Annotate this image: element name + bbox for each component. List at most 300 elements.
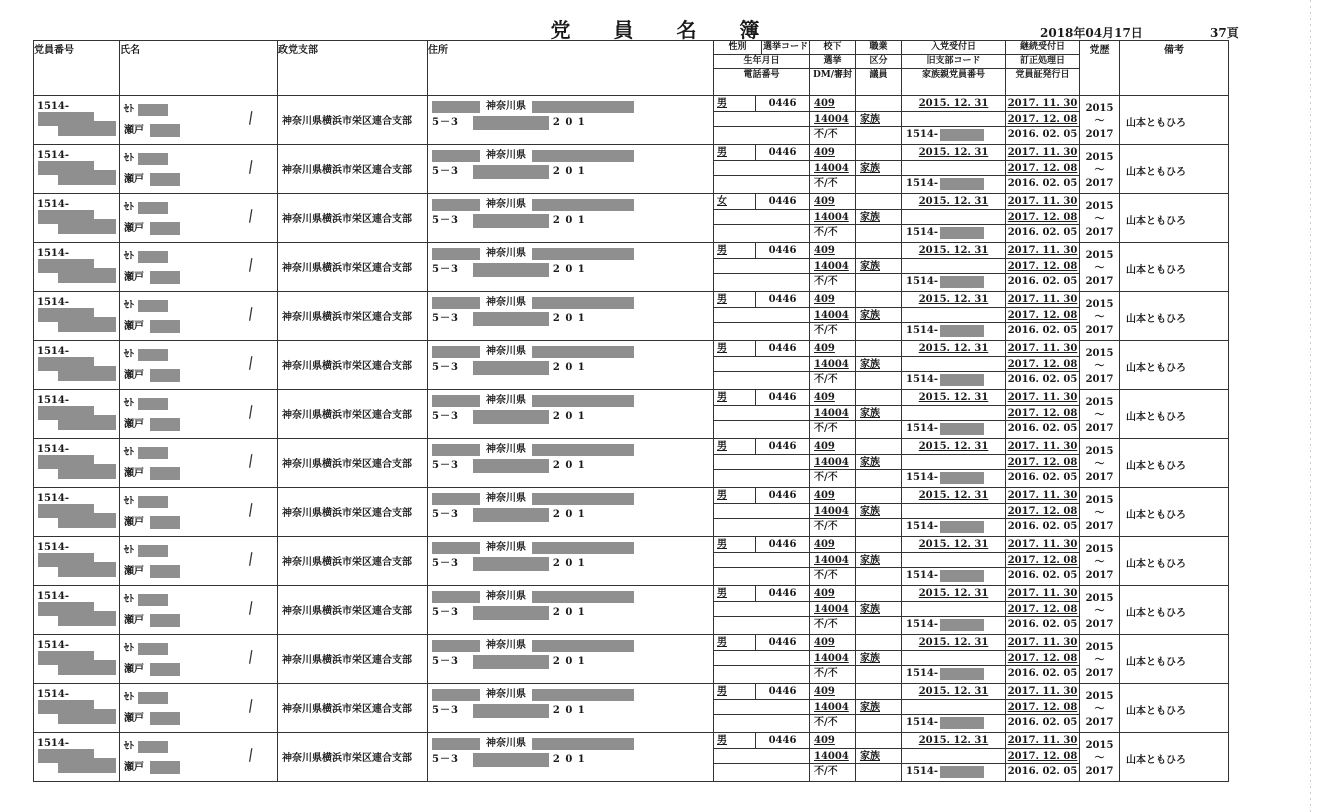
councilor-value <box>856 176 901 192</box>
cell-remarks <box>1120 439 1229 488</box>
sex-value: 男 <box>714 243 756 258</box>
name-kana: ｾﾄ <box>124 447 134 458</box>
check-mark-icon: / <box>246 205 255 226</box>
redaction-block <box>138 153 168 165</box>
election-code: 0446 <box>768 98 797 109</box>
redaction-block <box>432 640 480 652</box>
cell-name <box>120 341 278 390</box>
continue-date: 2017. 11. 30 <box>1006 243 1079 259</box>
check-mark-icon: / <box>246 695 255 716</box>
history-end: 2017 <box>1085 325 1114 336</box>
history-tilde: ～ <box>1094 410 1105 421</box>
continue-date: 2017. 11. 30 <box>1006 488 1079 504</box>
election-code: 0446 <box>768 245 797 256</box>
address-street: 5－3 <box>432 166 459 177</box>
address-prefecture: 神奈川県 <box>486 101 526 112</box>
cell-group-2 <box>810 733 856 782</box>
redaction-block <box>58 709 116 724</box>
member-no-prefix: 1514- <box>37 150 69 161</box>
table-row <box>34 439 1229 488</box>
redaction-block <box>473 312 549 326</box>
redaction-block <box>138 594 168 606</box>
councilor-value <box>856 274 901 290</box>
cell-group-5 <box>1006 194 1080 243</box>
election-value: 14004 <box>810 406 855 422</box>
redaction-block <box>138 398 168 410</box>
occupation-value <box>856 684 901 700</box>
table-row <box>34 292 1229 341</box>
cell-group-5 <box>1006 439 1080 488</box>
address-street: 5－3 <box>432 117 459 128</box>
cell-address <box>428 439 714 488</box>
school-district: 409 <box>810 292 855 308</box>
cell-member-no <box>34 684 120 733</box>
category-value: 家族 <box>856 553 901 569</box>
school-district: 409 <box>810 390 855 406</box>
continue-date: 2017. 11. 30 <box>1006 439 1079 455</box>
address-room: 2 0 1 <box>552 411 586 422</box>
dm-value: 不/不 <box>814 129 838 141</box>
table-row <box>34 194 1229 243</box>
history-tilde: ～ <box>1094 606 1105 617</box>
address-street: 5－3 <box>432 656 459 667</box>
scan-margin-line <box>1310 0 1311 812</box>
member-no-prefix: 1514- <box>37 101 69 112</box>
phone-value <box>714 764 809 780</box>
dm-value: 不/不 <box>814 276 838 288</box>
continue-date: 2017. 11. 30 <box>1006 292 1079 308</box>
history-start: 2015 <box>1085 642 1114 653</box>
redaction-block <box>138 447 168 459</box>
redaction-block <box>432 395 480 407</box>
cell-member-no <box>34 390 120 439</box>
card-issue-date: 2016. 02. 05 <box>1007 178 1078 190</box>
cell-group-3 <box>856 145 902 194</box>
birthdate-value <box>714 161 809 177</box>
table-row <box>34 733 1229 782</box>
cell-member-no <box>34 733 120 782</box>
address-street: 5－3 <box>432 460 459 471</box>
remarks-value: 山本ともひろ <box>1126 559 1186 570</box>
cell-name <box>120 439 278 488</box>
occupation-value <box>856 635 901 651</box>
card-issue-date: 2016. 02. 05 <box>1007 619 1078 631</box>
redaction-block <box>138 349 168 361</box>
address-prefecture: 神奈川県 <box>486 542 526 553</box>
election-code: 0446 <box>768 539 797 550</box>
election-value: 14004 <box>810 112 855 128</box>
cell-group-3 <box>856 390 902 439</box>
redaction-block <box>432 150 480 162</box>
card-issue-date: 2016. 02. 05 <box>1007 423 1078 435</box>
school-district: 409 <box>810 733 855 749</box>
card-issue-date: 2016. 02. 05 <box>1007 325 1078 337</box>
cell-group-1 <box>714 145 810 194</box>
redaction-block <box>940 619 984 631</box>
election-code: 0446 <box>768 490 797 501</box>
sex-value: 男 <box>714 488 756 503</box>
cell-group-5 <box>1006 586 1080 635</box>
remarks-value: 山本ともひろ <box>1126 167 1186 178</box>
family-member-no: 1514- <box>906 521 938 533</box>
cell-remarks <box>1120 684 1229 733</box>
member-no-prefix: 1514- <box>37 395 69 406</box>
header-election: 選挙 <box>810 55 855 69</box>
old-branch-code <box>902 455 1005 471</box>
dm-value: 不/不 <box>814 717 838 729</box>
address-room: 2 0 1 <box>552 313 586 324</box>
address-street: 5－3 <box>432 411 459 422</box>
history-end: 2017 <box>1085 472 1114 483</box>
member-no-prefix: 1514- <box>37 689 69 700</box>
history-end: 2017 <box>1085 227 1114 238</box>
category-value: 家族 <box>856 651 901 667</box>
address-prefecture: 神奈川県 <box>486 689 526 700</box>
history-end: 2017 <box>1085 668 1114 679</box>
redaction-block <box>532 101 634 113</box>
page-title: 党 員 名 簿 <box>550 18 778 42</box>
cell-member-no <box>34 145 120 194</box>
birthdate-value <box>714 259 809 275</box>
table-row <box>34 96 1229 145</box>
redaction-block <box>532 248 634 260</box>
redaction-block <box>473 606 549 620</box>
phone-value <box>714 274 809 290</box>
councilor-value <box>856 127 901 143</box>
header-dm: DM/審封 <box>812 70 853 80</box>
old-branch-code <box>902 406 1005 422</box>
birthdate-value <box>714 455 809 471</box>
history-start: 2015 <box>1085 103 1114 114</box>
redaction-block <box>532 591 634 603</box>
cell-group-2 <box>810 341 856 390</box>
cell-group-5 <box>1006 292 1080 341</box>
header-old-branch-code: 旧支部コード <box>902 55 1005 69</box>
redaction-block <box>432 493 480 505</box>
councilor-value <box>856 372 901 388</box>
old-branch-code <box>902 308 1005 324</box>
history-tilde: ～ <box>1094 508 1105 519</box>
name-kana: ｾﾄ <box>124 300 134 311</box>
card-issue-date: 2016. 02. 05 <box>1007 227 1078 239</box>
occupation-value <box>856 341 901 357</box>
join-date: 2015. 12. 31 <box>902 145 1005 161</box>
redaction-block <box>150 271 180 284</box>
name-kanji: 瀬戸 <box>124 321 144 332</box>
cell-member-no <box>34 194 120 243</box>
redaction-block <box>150 320 180 333</box>
table-row <box>34 390 1229 439</box>
family-member-no: 1514- <box>906 227 938 239</box>
cell-group-4 <box>902 194 1006 243</box>
cell-name <box>120 194 278 243</box>
header-election-code: 選挙コード <box>762 42 808 52</box>
election-value: 14004 <box>810 602 855 618</box>
redaction-block <box>138 692 168 704</box>
cell-group-5 <box>1006 96 1080 145</box>
header-history: 党歴 <box>1080 41 1120 96</box>
cell-history <box>1080 439 1120 488</box>
check-mark-icon: / <box>246 646 255 667</box>
check-mark-icon: / <box>246 499 255 520</box>
redaction-block <box>532 640 634 652</box>
birthdate-value <box>714 210 809 226</box>
continue-date: 2017. 11. 30 <box>1006 537 1079 553</box>
history-tilde: ～ <box>1094 704 1105 715</box>
header-branch: 政党支部 <box>278 41 428 96</box>
cell-member-no <box>34 439 120 488</box>
dm-value: 不/不 <box>814 521 838 533</box>
family-member-no: 1514- <box>906 472 938 484</box>
history-start: 2015 <box>1085 593 1114 604</box>
name-kanji: 瀬戸 <box>124 125 144 136</box>
address-prefecture: 神奈川県 <box>486 395 526 406</box>
cell-branch <box>278 684 428 733</box>
birthdate-value <box>714 357 809 373</box>
sex-value: 男 <box>714 733 756 748</box>
dm-value: 不/不 <box>814 374 838 386</box>
category-value: 家族 <box>856 210 901 226</box>
table-row <box>34 586 1229 635</box>
join-date: 2015. 12. 31 <box>902 292 1005 308</box>
cell-group-1 <box>714 341 810 390</box>
cell-group-3 <box>856 488 902 537</box>
branch-name: 神奈川県横浜市栄区連合支部 <box>282 704 412 715</box>
cell-group-5 <box>1006 390 1080 439</box>
correction-date: 2017. 12. 08 <box>1006 749 1079 765</box>
dm-value: 不/不 <box>814 570 838 582</box>
cell-group-1 <box>714 537 810 586</box>
redaction-block <box>432 199 480 211</box>
occupation-value <box>856 96 901 112</box>
old-branch-code <box>902 259 1005 275</box>
sex-value: 男 <box>714 684 756 699</box>
check-mark-icon: / <box>246 597 255 618</box>
redaction-block <box>150 614 180 627</box>
school-district: 409 <box>810 537 855 553</box>
family-member-no: 1514- <box>906 276 938 288</box>
member-no-prefix: 1514- <box>37 738 69 749</box>
old-branch-code <box>902 112 1005 128</box>
cell-history <box>1080 292 1120 341</box>
remarks-value: 山本ともひろ <box>1126 657 1186 668</box>
branch-name: 神奈川県横浜市栄区連合支部 <box>282 557 412 568</box>
cell-remarks <box>1120 145 1229 194</box>
occupation-value <box>856 243 901 259</box>
history-tilde: ～ <box>1094 116 1105 127</box>
family-member-no: 1514- <box>906 766 938 778</box>
cell-name <box>120 145 278 194</box>
cell-group-1 <box>714 243 810 292</box>
name-kana: ｾﾄ <box>124 349 134 360</box>
family-member-no: 1514- <box>906 619 938 631</box>
sex-value: 女 <box>714 194 756 209</box>
family-member-no: 1514- <box>906 178 938 190</box>
redaction-block <box>58 268 116 283</box>
cell-member-no <box>34 292 120 341</box>
redaction-block <box>58 513 116 528</box>
redaction-block <box>473 753 549 767</box>
sex-value: 男 <box>714 145 756 160</box>
occupation-value <box>856 292 901 308</box>
history-start: 2015 <box>1085 250 1114 261</box>
cell-group-2 <box>810 390 856 439</box>
address-room: 2 0 1 <box>552 264 586 275</box>
phone-value <box>714 666 809 682</box>
redaction-block <box>150 124 180 137</box>
phone-value <box>714 127 809 143</box>
redaction-block <box>150 467 180 480</box>
table-row <box>34 635 1229 684</box>
address-street: 5－3 <box>432 509 459 520</box>
cell-group-5 <box>1006 145 1080 194</box>
birthdate-value <box>714 700 809 716</box>
cell-group-3 <box>856 194 902 243</box>
continue-date: 2017. 11. 30 <box>1006 733 1079 749</box>
check-mark-icon: / <box>246 744 255 765</box>
name-kana: ｾﾄ <box>124 496 134 507</box>
birthdate-value <box>714 749 809 765</box>
check-mark-icon: / <box>246 401 255 422</box>
category-value: 家族 <box>856 700 901 716</box>
cell-group-3 <box>856 684 902 733</box>
cell-address <box>428 341 714 390</box>
member-no-prefix: 1514- <box>37 640 69 651</box>
join-date: 2015. 12. 31 <box>902 194 1005 210</box>
cell-group-1 <box>714 684 810 733</box>
redaction-block <box>940 423 984 435</box>
address-prefecture: 神奈川県 <box>486 591 526 602</box>
old-branch-code <box>902 161 1005 177</box>
correction-date: 2017. 12. 08 <box>1006 455 1079 471</box>
correction-date: 2017. 12. 08 <box>1006 259 1079 275</box>
cell-group-3 <box>856 635 902 684</box>
cell-address <box>428 684 714 733</box>
cell-history <box>1080 537 1120 586</box>
redaction-block <box>532 150 634 162</box>
cell-branch <box>278 390 428 439</box>
sex-value: 男 <box>714 390 756 405</box>
name-kana: ｾﾄ <box>124 594 134 605</box>
history-start: 2015 <box>1085 544 1114 555</box>
cell-group-3 <box>856 292 902 341</box>
cell-group-4 <box>902 537 1006 586</box>
branch-name: 神奈川県横浜市栄区連合支部 <box>282 655 412 666</box>
history-tilde: ～ <box>1094 263 1105 274</box>
redaction-block <box>150 761 180 774</box>
election-code: 0446 <box>768 294 797 305</box>
redaction-block <box>432 542 480 554</box>
phone-value <box>714 470 809 486</box>
family-member-no: 1514- <box>906 668 938 680</box>
member-no-prefix: 1514- <box>37 199 69 210</box>
history-tilde: ～ <box>1094 312 1105 323</box>
cell-address <box>428 488 714 537</box>
election-value: 14004 <box>810 700 855 716</box>
table-row <box>34 145 1229 194</box>
join-date: 2015. 12. 31 <box>902 96 1005 112</box>
sex-value: 男 <box>714 635 756 650</box>
correction-date: 2017. 12. 08 <box>1006 112 1079 128</box>
redaction-block <box>432 591 480 603</box>
continue-date: 2017. 11. 30 <box>1006 341 1079 357</box>
cell-group-3 <box>856 439 902 488</box>
header-councilor: 議員 <box>869 70 888 80</box>
phone-value <box>714 225 809 241</box>
history-tilde: ～ <box>1094 753 1105 764</box>
remarks-value: 山本ともひろ <box>1126 363 1186 374</box>
redaction-block <box>940 178 984 190</box>
cell-group-5 <box>1006 243 1080 292</box>
cell-group-5 <box>1006 684 1080 733</box>
old-branch-code <box>902 700 1005 716</box>
occupation-value <box>856 733 901 749</box>
sex-value: 男 <box>714 537 756 552</box>
cell-member-no <box>34 537 120 586</box>
cell-member-no <box>34 243 120 292</box>
redaction-block <box>150 516 180 529</box>
history-end: 2017 <box>1085 766 1114 777</box>
cell-history <box>1080 194 1120 243</box>
cell-remarks <box>1120 194 1229 243</box>
cell-group-5 <box>1006 537 1080 586</box>
correction-date: 2017. 12. 08 <box>1006 308 1079 324</box>
phone-value <box>714 323 809 339</box>
header-group-2 <box>810 41 856 96</box>
cell-history <box>1080 684 1120 733</box>
school-district: 409 <box>810 341 855 357</box>
phone-value <box>714 176 809 192</box>
school-district: 409 <box>810 635 855 651</box>
redaction-block <box>940 227 984 239</box>
category-value: 家族 <box>856 406 901 422</box>
cell-group-2 <box>810 635 856 684</box>
phone-value <box>714 715 809 731</box>
cell-address <box>428 733 714 782</box>
branch-name: 神奈川県横浜市栄区連合支部 <box>282 165 412 176</box>
cell-address <box>428 537 714 586</box>
redaction-block <box>940 325 984 337</box>
dm-value: 不/不 <box>814 423 838 435</box>
history-start: 2015 <box>1085 201 1114 212</box>
occupation-value <box>856 145 901 161</box>
check-mark-icon: / <box>246 352 255 373</box>
redaction-block <box>473 214 549 228</box>
councilor-value <box>856 323 901 339</box>
category-value: 家族 <box>856 259 901 275</box>
address-prefecture: 神奈川県 <box>486 150 526 161</box>
cell-history <box>1080 586 1120 635</box>
address-street: 5－3 <box>432 607 459 618</box>
cell-group-5 <box>1006 488 1080 537</box>
branch-name: 神奈川県横浜市栄区連合支部 <box>282 459 412 470</box>
member-no-prefix: 1514- <box>37 493 69 504</box>
name-kana: ｾﾄ <box>124 545 134 556</box>
member-no-prefix: 1514- <box>37 444 69 455</box>
name-kana: ｾﾄ <box>124 104 134 115</box>
redaction-block <box>58 121 116 136</box>
election-value: 14004 <box>810 749 855 765</box>
name-kana: ｾﾄ <box>124 202 134 213</box>
cell-history <box>1080 243 1120 292</box>
phone-value <box>714 519 809 535</box>
name-kana: ｾﾄ <box>124 643 134 654</box>
member-no-prefix: 1514- <box>37 591 69 602</box>
redaction-block <box>58 317 116 332</box>
member-roster-table <box>33 40 1229 782</box>
category-value: 家族 <box>856 749 901 765</box>
table-row <box>34 243 1229 292</box>
